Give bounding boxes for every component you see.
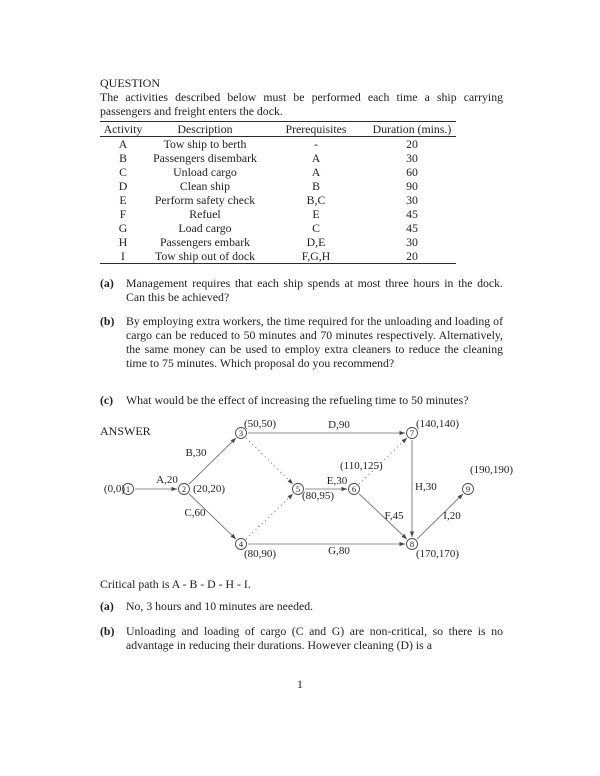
table-cell: Tow ship out of dock <box>154 249 256 263</box>
arrowhead-icon <box>172 487 178 491</box>
event-times-label: (170,170) <box>416 548 460 560</box>
table-cell: F,G,H <box>301 249 331 263</box>
event-times-label: (80,95) <box>302 490 335 502</box>
question-intro: The activities described below must be performed each time a ship carrying passengers and freight enters the dock. <box>100 90 503 118</box>
arrowhead-icon <box>288 494 293 499</box>
critical-path-statement: Critical path is A - B - D - H - I. <box>100 577 251 591</box>
table-cell: E <box>119 193 127 207</box>
table-cell: C <box>312 221 320 235</box>
event-node-number: 5 <box>295 484 301 494</box>
question-part-a <box>100 276 503 304</box>
table-cell: 30 <box>406 235 418 249</box>
table-cell: Unload cargo <box>173 165 237 179</box>
arrowhead-icon <box>342 487 348 491</box>
activity-table <box>100 121 456 264</box>
event-times-label: (0,0) <box>103 483 125 495</box>
arrowhead-icon <box>410 532 414 538</box>
table-cell: Passengers disembark <box>153 151 257 165</box>
table-cell: 45 <box>406 221 418 235</box>
table-cell: E <box>312 207 320 221</box>
table-row <box>100 221 456 235</box>
edge-label: A,20 <box>156 474 178 486</box>
part-label: (c) <box>100 393 114 407</box>
table-cell: - <box>314 137 318 151</box>
arrowhead-icon <box>402 438 407 443</box>
table-cell: B <box>312 179 320 193</box>
table-cell: 20 <box>406 137 418 151</box>
activity-arrow <box>189 438 236 484</box>
edge-label: B,30 <box>185 447 207 459</box>
event-times-label: (50,50) <box>244 418 277 430</box>
table-row <box>100 207 456 221</box>
table-cell: C <box>119 165 127 179</box>
table-cell: 90 <box>406 179 418 193</box>
arrowhead-icon <box>400 542 406 546</box>
activity-table-header <box>100 122 456 137</box>
arrowhead-icon <box>288 479 293 484</box>
page-number: 1 <box>297 677 303 691</box>
table-cell: F <box>119 207 127 221</box>
answer-part-a <box>100 599 503 613</box>
event-node-number: 9 <box>465 484 471 494</box>
col-header-activity: Activity <box>100 122 146 137</box>
table-cell: Refuel <box>189 207 221 221</box>
table-cell: Passengers embark <box>159 235 251 249</box>
event-times-label: (190,190) <box>470 464 514 476</box>
table-cell: Tow ship to berth <box>163 137 247 151</box>
network-diagram <box>95 415 515 565</box>
part-text: What would be the effect of increasing the refueling time to 50 minutes? <box>126 393 469 407</box>
activity-table-body <box>100 137 456 264</box>
table-cell: I <box>121 249 125 263</box>
edge-label: G,80 <box>328 545 350 557</box>
col-header-duration: Duration (mins.) <box>368 122 456 137</box>
part-label: (b) <box>100 314 115 328</box>
answer-heading: ANSWER <box>100 424 151 438</box>
edge-label: C,60 <box>184 507 206 519</box>
table-cell: B <box>119 151 127 165</box>
edge-label: E,30 <box>326 475 348 487</box>
table-cell: 20 <box>406 249 418 263</box>
edge-label: H,30 <box>415 481 437 493</box>
table-cell: A <box>311 165 321 179</box>
table-row <box>100 249 456 264</box>
answer-part-b <box>100 624 503 652</box>
part-text: Unloading and loading of cargo (C and G) are non-critical, so there is no advantage in reducing their durations. However cleaning (D) is a <box>126 624 503 652</box>
part-text: By employing extra workers, the time required for the unloading and loading of cargo can be reduced to 50 minutes and 70 minutes respectively. Alternatively, the same money can be used to employ extra cleaners to reduce the cleaning time to 75 minutes. Which proposal do you recommend? <box>126 314 503 370</box>
part-text: No, 3 hours and 10 minutes are needed. <box>126 599 314 613</box>
question-part-b <box>100 314 503 370</box>
table-cell: 30 <box>406 151 418 165</box>
table-row <box>100 137 456 152</box>
table-cell: G <box>118 221 128 235</box>
table-row <box>100 235 456 249</box>
event-node-number: 2 <box>181 484 187 494</box>
table-row <box>100 179 456 193</box>
table-cell: 30 <box>406 193 418 207</box>
event-node-number: 7 <box>409 428 415 438</box>
event-times-label: (20,20) <box>193 483 226 495</box>
table-cell: Perform safety check <box>154 193 256 207</box>
table-row <box>100 193 456 207</box>
table-cell: 45 <box>406 207 418 221</box>
part-label: (a) <box>100 599 114 613</box>
edge-label: D,90 <box>328 419 350 431</box>
table-cell: Clean ship <box>179 179 231 193</box>
dummy-activity-arrow <box>246 438 293 484</box>
question-heading: QUESTION <box>100 76 160 90</box>
col-header-prerequisites: Prerequisites <box>264 122 368 137</box>
table-cell: A <box>311 151 321 165</box>
dummy-activity-arrow <box>246 494 293 539</box>
event-times-label: (110,125) <box>340 460 383 472</box>
table-cell: D,E <box>306 235 326 249</box>
part-text: Management requires that each ship spends at most three hours in the dock. Can this be achieved? <box>126 276 503 304</box>
event-node-number: 1 <box>125 484 131 494</box>
part-label: (b) <box>100 624 115 638</box>
event-node-number: 3 <box>238 428 244 438</box>
arrowhead-icon <box>400 431 406 435</box>
table-row <box>100 151 456 165</box>
table-cell: B,C <box>306 193 326 207</box>
event-node-number: 4 <box>238 539 244 549</box>
table-cell: A <box>118 137 128 151</box>
table-cell: D <box>118 179 128 193</box>
table-header-row <box>100 122 456 137</box>
event-times-label: (80,90) <box>244 548 277 560</box>
question-part-c <box>100 393 503 407</box>
table-cell: 60 <box>406 165 418 179</box>
edge-label: F,45 <box>384 510 404 522</box>
event-node-number: 8 <box>409 539 415 549</box>
col-header-description: Description <box>146 122 264 137</box>
table-row <box>100 165 456 179</box>
event-node-number: 6 <box>351 484 357 494</box>
table-cell: H <box>118 235 128 249</box>
table-cell: Load cargo <box>178 221 232 235</box>
event-times-label: (140,140) <box>416 418 460 430</box>
edge-label: I,20 <box>443 510 461 522</box>
part-label: (a) <box>100 276 114 290</box>
